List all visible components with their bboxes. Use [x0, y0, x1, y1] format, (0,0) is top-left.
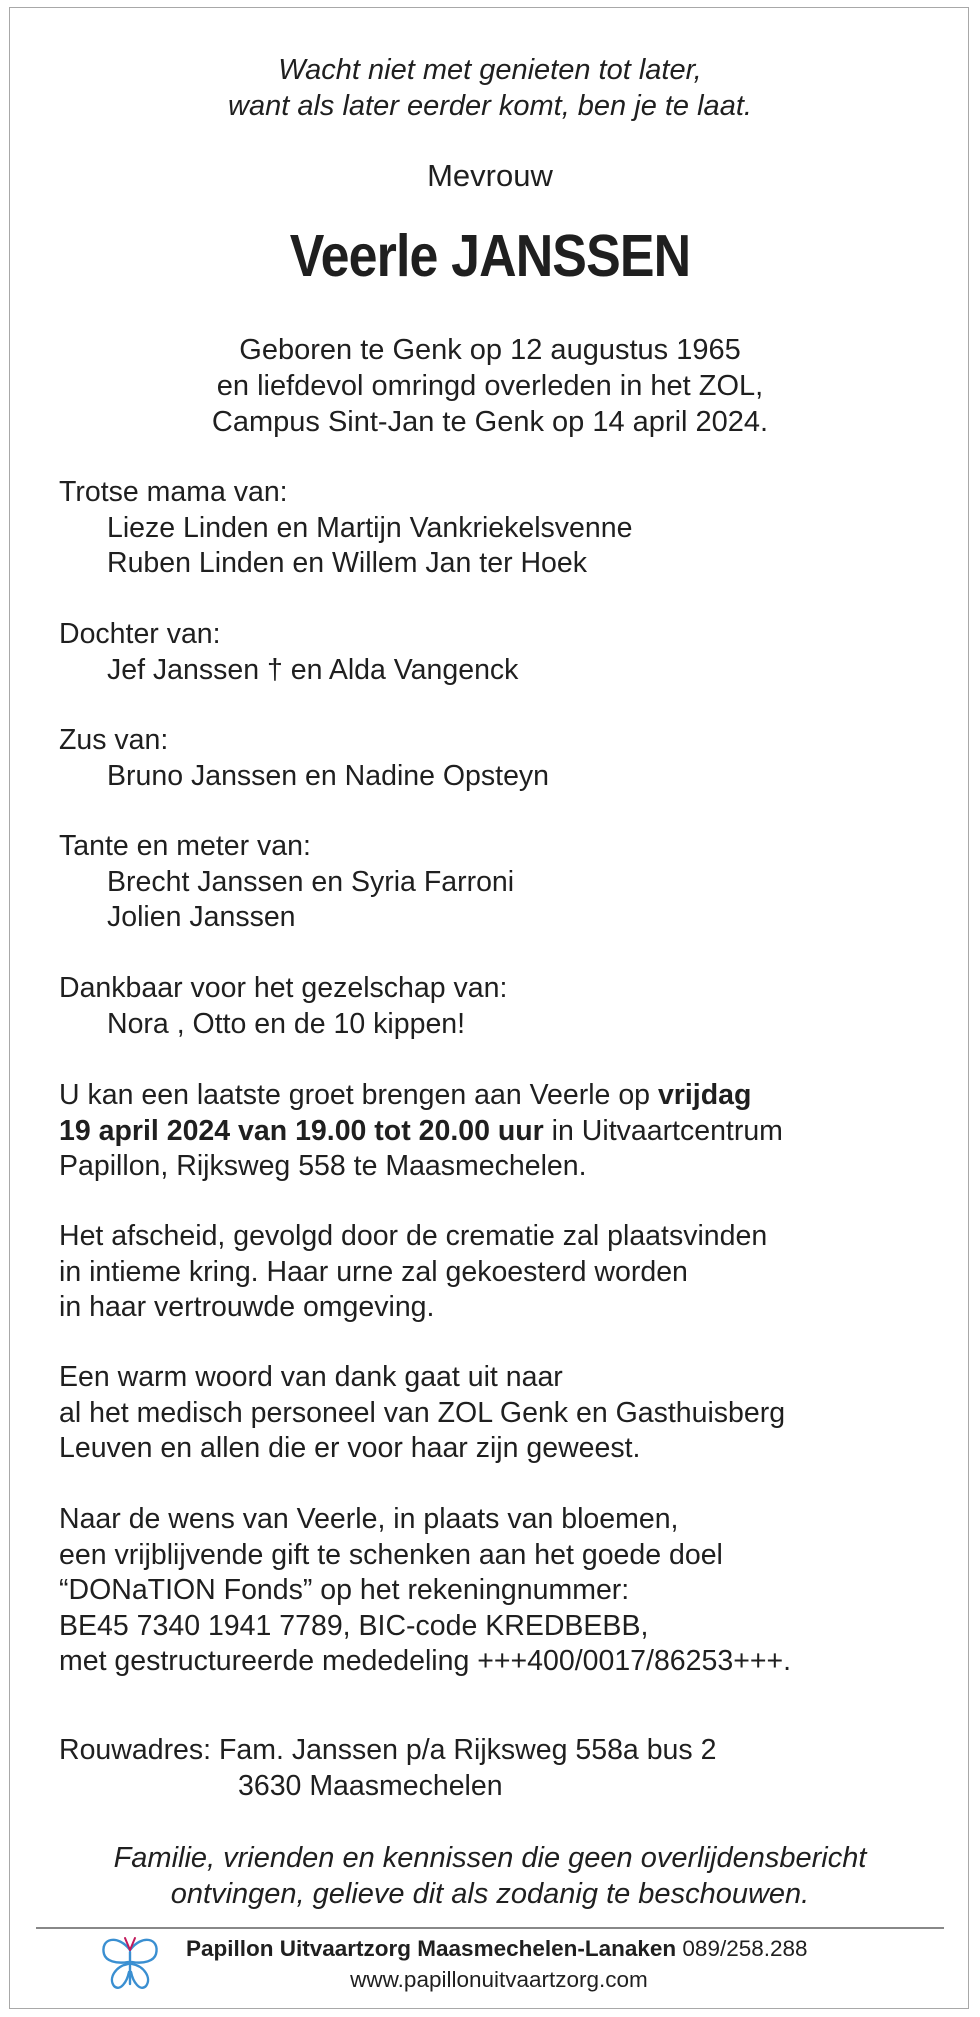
donation-line: BE45 7340 1941 7789, BIC-code KREDBEBB,: [59, 1609, 649, 1642]
thanks-message: [59, 1360, 785, 1467]
family-member: Jolien Janssen: [107, 901, 296, 933]
farewell-info: [59, 1219, 767, 1326]
visit-day: vrijdag: [657, 1079, 752, 1111]
visitation-info: [59, 1078, 783, 1185]
birth-death-info: [0, 332, 980, 440]
section-heading: Zus van:: [59, 724, 169, 756]
family-parents: [59, 617, 518, 688]
family-member: Brecht Janssen en Syria Farroni: [107, 865, 515, 898]
family-pets: [59, 971, 507, 1042]
honorific: Mevrouw: [427, 158, 553, 193]
farewell-line: in intieme kring. Haar urne zal gekoesterd worden: [59, 1255, 688, 1288]
family-member: Ruben Linden en Willem Jan ter Hoek: [107, 547, 588, 579]
family-aunt-godmother: [59, 829, 514, 936]
funeral-home: [186, 1936, 808, 1962]
deceased-name: Veerle JANSSEN: [289, 223, 691, 289]
motto-line: Wacht niet met genieten tot later,: [278, 54, 702, 86]
donation-line: “DONaTION Fonds” op het rekeningnummer:: [59, 1574, 630, 1606]
farewell-line: in haar vertrouwde omgeving.: [59, 1291, 435, 1323]
website-link[interactable]: www.papillonuitvaartzorg.com: [350, 1967, 648, 1992]
footer-divider: [36, 1927, 944, 1929]
visit-text: in Uitvaartcentrum: [543, 1114, 783, 1147]
address-line: 3630 Maasmechelen: [238, 1769, 503, 1802]
funeral-home-name: Papillon Uitvaartzorg Maasmechelen-Lanaken: [186, 1936, 677, 1961]
farewell-line: Het afscheid, gevolgd door de crematie zal plaatsvinden: [59, 1220, 768, 1252]
funeral-home-website[interactable]: [0, 1967, 980, 1993]
family-member: Nora , Otto en de 10 kippen!: [107, 1007, 466, 1040]
visit-location: Papillon, Rijksweg 558 te Maasmechelen.: [59, 1150, 587, 1182]
mourning-address: [59, 1733, 716, 1804]
closing-note: [0, 1840, 980, 1912]
section-heading: Trotse mama van:: [59, 476, 288, 508]
section-heading: Dochter van:: [59, 618, 221, 650]
birth-line: Geboren te Genk op 12 augustus 1965: [239, 334, 741, 366]
thanks-line: al het medisch personeel van ZOL Genk en Gasthuisberg: [59, 1396, 786, 1429]
family-member: Lieze Linden en Martijn Vankriekelsvenne: [107, 511, 633, 544]
thanks-line: Leuven en allen die er voor haar zijn geweest.: [59, 1432, 641, 1464]
visit-text: U kan een laatste groet brengen aan Veerle op: [59, 1079, 658, 1111]
donation-line: een vrijblijvende gift te schenken aan het goede doel: [59, 1538, 723, 1571]
family-children: [59, 475, 632, 582]
family-siblings: [59, 723, 549, 794]
donation-line: met gestructureerde mededeling +++400/0017/86253+++.: [59, 1645, 792, 1677]
motto: [0, 52, 980, 124]
birth-line: Campus Sint-Jan te Genk op 14 april 2024.: [211, 406, 769, 438]
address-line: Rouwadres: Fam. Janssen p/a Rijksweg 558a bus 2: [59, 1734, 717, 1766]
donation-line: Naar de wens van Veerle, in plaats van bloemen,: [59, 1503, 679, 1535]
closing-line: Familie, vrienden en kennissen die geen overlijdensbericht: [113, 1842, 867, 1874]
family-member: Bruno Janssen en Nadine Opsteyn: [107, 759, 550, 792]
visit-datetime: 19 april 2024 van 19.00 tot 20.00 uur: [59, 1114, 544, 1147]
thanks-line: Een warm woord van dank gaat uit naar: [59, 1361, 563, 1393]
donation-info: [59, 1502, 791, 1680]
section-heading: Dankbaar voor het gezelschap van:: [59, 972, 508, 1004]
funeral-home-phone: 089/258.288: [682, 1936, 808, 1961]
birth-line: en liefdevol omringd overleden in het ZOL,: [216, 370, 764, 402]
family-member: Jef Janssen † en Alda Vangenck: [107, 653, 519, 686]
motto-line: want als later eerder komt, ben je te laat.: [228, 90, 752, 122]
closing-line: ontvingen, gelieve dit als zodanig te beschouwen.: [170, 1878, 810, 1910]
section-heading: Tante en meter van:: [59, 830, 311, 862]
